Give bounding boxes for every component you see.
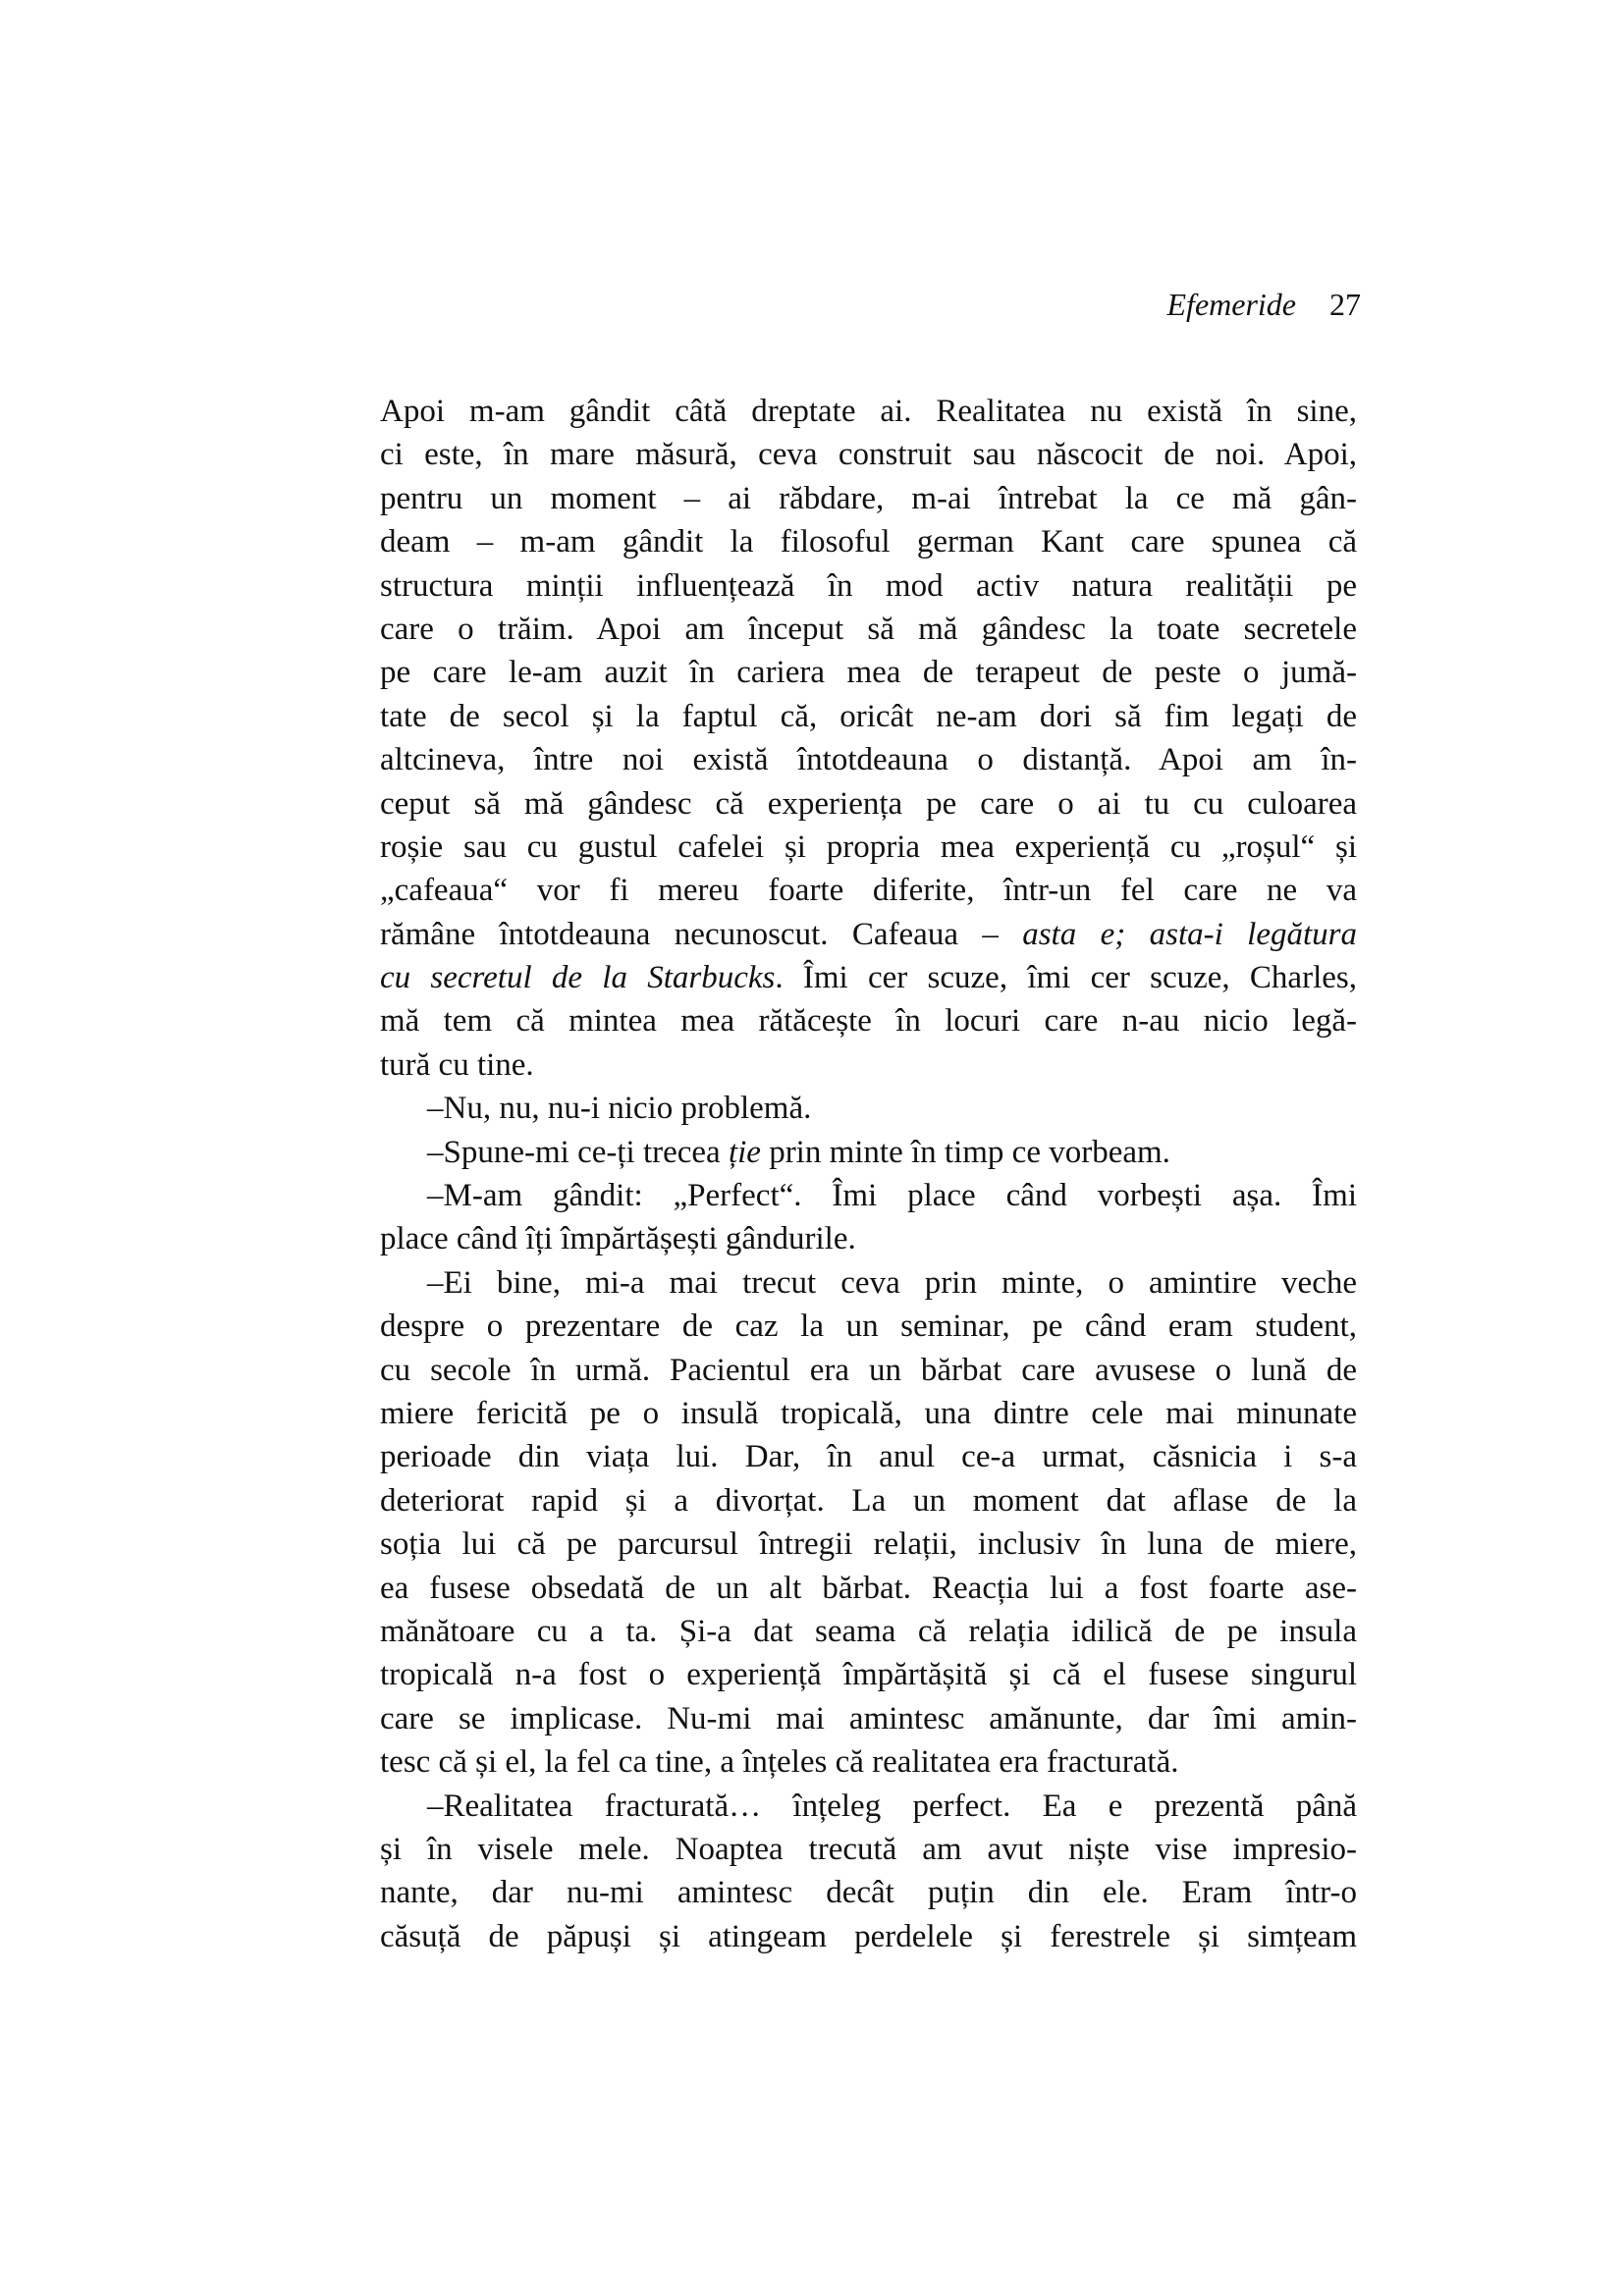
text-line bbox=[380, 1131, 1357, 1174]
text-line bbox=[380, 999, 1357, 1042]
text-line bbox=[380, 1305, 1357, 1348]
text-span: care se implicase. Nu-mi mai amintesc amănunte, dar îmi amin- bbox=[380, 1700, 1357, 1736]
text-span: tropicală n-a fost o experiență împărtășită și că el fusese singurul bbox=[380, 1657, 1357, 1693]
text-line bbox=[380, 477, 1357, 520]
text-line bbox=[380, 564, 1357, 608]
italic-text: ție bbox=[728, 1134, 761, 1170]
chapter-title: Efemeride bbox=[1166, 287, 1296, 322]
text-span: roșie sau cu gustul cafelei și propria mea experiență cu „roșul“ și bbox=[380, 828, 1357, 865]
text-line bbox=[380, 1217, 1357, 1260]
text-line bbox=[380, 1392, 1357, 1435]
text-span: și în visele mele. Noaptea trecută am avut niște vise impresio- bbox=[380, 1831, 1357, 1867]
text-span: prin minte în timp ce vorbeam. bbox=[760, 1134, 1170, 1170]
text-line bbox=[380, 1435, 1357, 1478]
text-line bbox=[380, 1567, 1357, 1610]
page-number: 27 bbox=[1329, 287, 1361, 322]
italic-text: cu secretul de la Starbucks bbox=[380, 960, 776, 996]
text-line bbox=[380, 826, 1357, 869]
text-span: structura minții influențează în mod activ natura realității pe bbox=[380, 567, 1357, 604]
text-span: tesc că și el, la fel ca tine, a înțeles că realitatea era fracturată. bbox=[380, 1744, 1179, 1781]
text-line bbox=[380, 1828, 1357, 1871]
text-span: place când îți împărtășești gândurile. bbox=[380, 1221, 856, 1257]
text-line bbox=[380, 1610, 1357, 1653]
text-line bbox=[380, 869, 1357, 912]
text-line bbox=[380, 520, 1357, 563]
text-span: căsuță de păpuși și atingeam perdelele și ferestrele și simțeam bbox=[380, 1918, 1357, 1954]
text-span: –M-am gândit: „Perfect“. Îmi place când vorbești așa. Îmi bbox=[427, 1178, 1357, 1214]
text-span: deam – m-am gândit la filosoful german Kant care spunea că bbox=[380, 524, 1357, 561]
text-span: „cafeaua“ vor fi mereu foarte diferite, într-un fel care ne va bbox=[380, 873, 1357, 909]
text-span: soția lui că pe parcursul întregii relații, inclusiv în luna de miere, bbox=[380, 1526, 1357, 1563]
text-line bbox=[380, 1043, 1357, 1087]
text-span: tură cu tine. bbox=[380, 1046, 534, 1083]
text-span: tate de secol și la faptul că, oricât ne-am dori să fim legați de bbox=[380, 698, 1357, 734]
text-span: ci este, în mare măsură, ceva construit sau născocit de noi. Apoi, bbox=[380, 437, 1357, 473]
text-line bbox=[380, 608, 1357, 651]
text-span: deteriorat rapid și a divorțat. La un moment dat aflase de la bbox=[380, 1482, 1357, 1519]
text-span: rămâne întotdeauna necunoscut. Cafeaua – bbox=[380, 916, 1023, 952]
text-span: . Îmi cer scuze, îmi cer scuze, Charles, bbox=[775, 960, 1357, 996]
text-span: mă tem că mintea mea rătăcește în locuri care n-au nicio legă- bbox=[380, 1003, 1357, 1040]
text-line bbox=[380, 695, 1357, 738]
text-span: –Nu, nu, nu-i nicio problemă. bbox=[427, 1091, 812, 1127]
text-line bbox=[380, 433, 1357, 476]
italic-text: asta e; asta-i legătura bbox=[1022, 916, 1357, 952]
text-span: nante, dar nu-mi amintesc decât puțin din ele. Eram într-o bbox=[380, 1875, 1357, 1911]
text-line bbox=[380, 956, 1357, 999]
text-line bbox=[380, 1522, 1357, 1566]
text-line bbox=[380, 1261, 1357, 1305]
text-span: mănătoare cu a ta. Și-a dat seama că relația idilică de pe insula bbox=[380, 1613, 1357, 1649]
text-line bbox=[380, 1087, 1357, 1130]
text-span: ea fusese obsedată de un alt bărbat. Reacția lui a fost foarte ase- bbox=[380, 1570, 1357, 1606]
text-line bbox=[380, 1349, 1357, 1392]
text-line bbox=[380, 1785, 1357, 1828]
text-line bbox=[380, 1479, 1357, 1522]
text-line bbox=[380, 782, 1357, 826]
text-span: Apoi m-am gândit câtă dreptate ai. Realitatea nu există în sine, bbox=[380, 394, 1357, 429]
text-span: ceput să mă gândesc că experiența pe care o ai tu cu culoarea bbox=[380, 785, 1357, 822]
text-span: –Realitatea fracturată… înțeleg perfect. Ea e prezentă până bbox=[427, 1788, 1357, 1824]
text-line bbox=[380, 1871, 1357, 1914]
text-line bbox=[380, 651, 1357, 694]
text-span: care o trăim. Apoi am început să mă gândesc la toate secretele bbox=[380, 611, 1357, 647]
text-line bbox=[380, 1915, 1357, 1958]
text-span: altcineva, între noi există întotdeauna o distanță. Apoi am în- bbox=[380, 742, 1357, 778]
text-line bbox=[380, 913, 1357, 956]
running-head bbox=[1167, 285, 1362, 324]
text-span: perioade din viața lui. Dar, în anul ce-a urmat, căsnicia i s-a bbox=[380, 1439, 1357, 1475]
text-line bbox=[380, 390, 1357, 433]
text-span: cu secole în urmă. Pacientul era un bărbat care avusese o lună de bbox=[380, 1352, 1357, 1388]
text-line bbox=[380, 1740, 1357, 1784]
text-span: despre o prezentare de caz la un seminar, pe când eram student, bbox=[380, 1308, 1357, 1345]
text-span: pe care le-am auzit în cariera mea de terapeut de peste o jumă- bbox=[380, 655, 1357, 691]
text-span: pentru un moment – ai răbdare, m-ai întrebat la ce mă gân- bbox=[380, 480, 1357, 516]
text-line bbox=[380, 1697, 1357, 1740]
text-span: –Ei bine, mi-a mai trecut ceva prin minte, o amintire veche bbox=[427, 1264, 1357, 1301]
text-span: miere fericită pe o insulă tropicală, una dintre cele mai minunate bbox=[380, 1395, 1357, 1431]
text-line bbox=[380, 1174, 1357, 1217]
text-span: –Spune-mi ce-ți trecea bbox=[427, 1134, 729, 1170]
body-text bbox=[380, 390, 1357, 1958]
text-line bbox=[380, 1653, 1357, 1696]
text-line bbox=[380, 738, 1357, 781]
